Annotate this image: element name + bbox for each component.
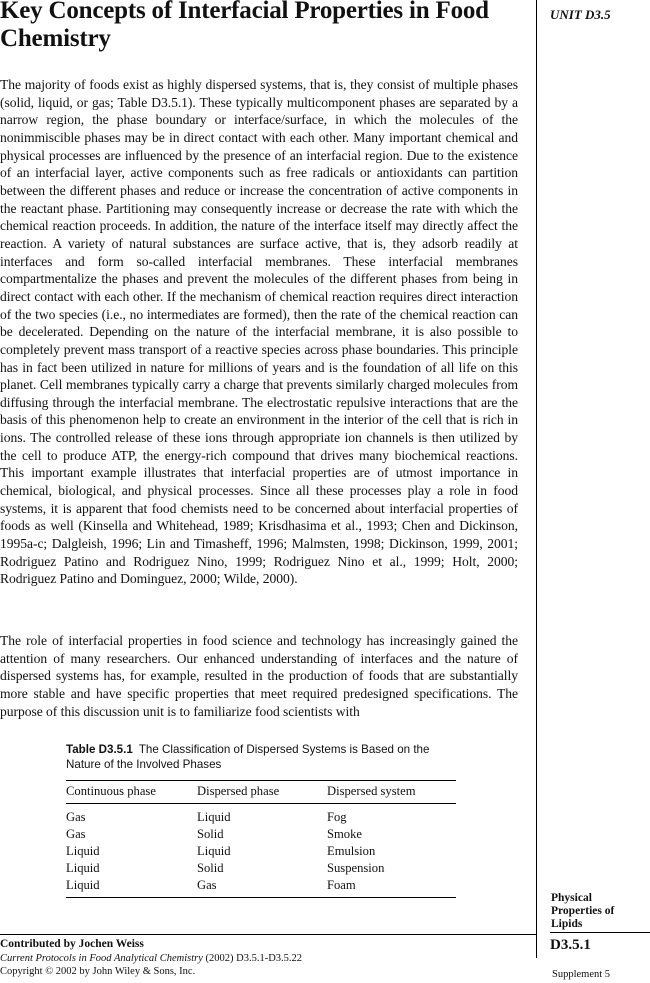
table-cell: Gas xyxy=(66,810,86,824)
sidebar-rule xyxy=(550,932,650,933)
supplement-label: Supplement 5 xyxy=(552,969,611,980)
footer-rule xyxy=(0,934,536,935)
table-row xyxy=(66,861,456,878)
contributor-line: Contributed by Jochen Weiss xyxy=(0,938,144,950)
table-row xyxy=(66,827,456,844)
header-continuous-phase: Continuous phase xyxy=(66,784,156,798)
table-row xyxy=(66,844,456,861)
table-cell: Fog xyxy=(327,810,347,824)
table-row xyxy=(66,810,456,827)
footer xyxy=(0,938,530,979)
vertical-divider xyxy=(536,0,537,958)
table-cell: Liquid xyxy=(197,844,231,858)
table-cell: Solid xyxy=(197,827,224,841)
table-cell: Foam xyxy=(327,878,356,892)
table-cell: Smoke xyxy=(327,827,362,841)
table-cell: Liquid xyxy=(66,878,100,892)
page-number: D3.5.1 xyxy=(550,937,591,953)
table-caption xyxy=(66,742,456,772)
table-header-row xyxy=(66,784,456,801)
table-cell: Emulsion xyxy=(327,844,376,858)
table-cell: Suspension xyxy=(327,861,385,875)
sidebar-section-title: Physical Properties of Lipids xyxy=(551,892,615,930)
table-bottom-rule xyxy=(66,897,456,898)
table-top-rule xyxy=(66,780,456,781)
page-title: Key Concepts of Interfacial Properties in Food Chemistry xyxy=(0,0,489,52)
table-cell: Gas xyxy=(197,878,217,892)
unit-label: UNIT D3.5 xyxy=(550,7,611,22)
table-caption-text: The Classification of Dispersed Systems is Based on the Nature of the Involved Phases xyxy=(66,743,430,771)
citation-rest: (2002) D3.5.1-D3.5.22 xyxy=(202,952,303,964)
table-cell: Gas xyxy=(66,827,86,841)
table-d3-5-1 xyxy=(66,742,456,892)
header-dispersed-phase: Dispersed phase xyxy=(197,784,280,798)
table-cell: Solid xyxy=(197,861,224,875)
table-header-rule xyxy=(66,803,456,804)
table-cell: Liquid xyxy=(197,810,231,824)
table-row xyxy=(66,878,456,895)
table-cell: Liquid xyxy=(66,861,100,875)
journal-name: Current Protocols in Food Analytical Chemistry xyxy=(0,952,203,964)
body-paragraph-1: The majority of foods exist as highly dispersed systems, that is, they consist of multiple phases (solid, liquid, or gas; Table D3.5.1). These typically multicomponent phases are separated by a narrow region, the phase boundary or interface/surface, in which the molecules of the nonimmiscible phases may be in direct contact with each other. Many important chemical and physical processes are influenced by the presence of an interfacial region. Due to the existence of an interfacial layer, active components such as free radicals or antioxidants can partition between the different phases and reduce or increase the concentration of active components in the reactant phase. Partitioning may consequently increase or decrease the rate with which the chemical reaction proceeds. In addition, the nature of the interface itself may directly affect the reaction. A variety of natural substances are surface active, that is, they adsorb readily at interfaces and form so-called interfacial membranes. These interfacial membranes compartmentalize the phases and prevent the molecules of the different phases from being in direct contact with each other. If the mechanism of chemical reaction requires direct interaction of the two species (i.e., no intermediates are formed), then the rate of the chemical reaction can be decelerated. Depending on the nature of the interfacial membrane, it is also possible to completely prevent mass transport of a reactive species across phase boundaries. This principle has in fact been utilized in nature for millions of years and is the foundation of all life on this planet. Cell membranes typically carry a charge that prevents similarly charged molecules from diffusing through the interfacial membrane. The electrostatic repulsive interactions that are the basis of this phenomenon help to create an environment in the interior of the cell that is rich in ions. The controlled release of these ions through appropriate ion channels is then utilized by the cell to produce ATP, the energy-rich compound that drives many biochemical reactions. This important example illustrates that interfacial properties are of utmost importance in chemical, biological, and physical processes. Since all these processes play a role in food systems, it is apparent that food chemists need to be concerned about interfacial properties of foods as well (Kinsella and Whitehead, 1989; Krisdhasima et al., 1993; Chen and Dickinson, 1995a-c; Dalgleish, 1996; Lin and Timasheff, 1996; Malmsten, 1998; Dickinson, 1999, 2001; Rodriguez Patino and Rodriguez Nino, 1999; Rodriguez Nino et al., 1999; Holt, 2000; Rodriguez Patino and Dominguez, 2000; Wilde, 2000). xyxy=(0,77,518,587)
header-dispersed-system: Dispersed system xyxy=(327,784,416,798)
table-cell: Liquid xyxy=(66,844,100,858)
citation-line xyxy=(0,952,530,966)
copyright-line: Copyright © 2002 by John Wiley & Sons, Inc. xyxy=(0,966,196,977)
table-label: Table D3.5.1 xyxy=(66,743,133,756)
body-paragraph-2: The role of interfacial properties in food science and technology has increasingly gained the attention of many researchers. Our enhanced understanding of interfaces and the nature of dispersed systems has, for example, resulted in the production of foods that are substantially more stable and have specific properties that meet required predesigned specifications. The purpose of this discussion unit is to familiarize food scientists with xyxy=(0,633,518,719)
